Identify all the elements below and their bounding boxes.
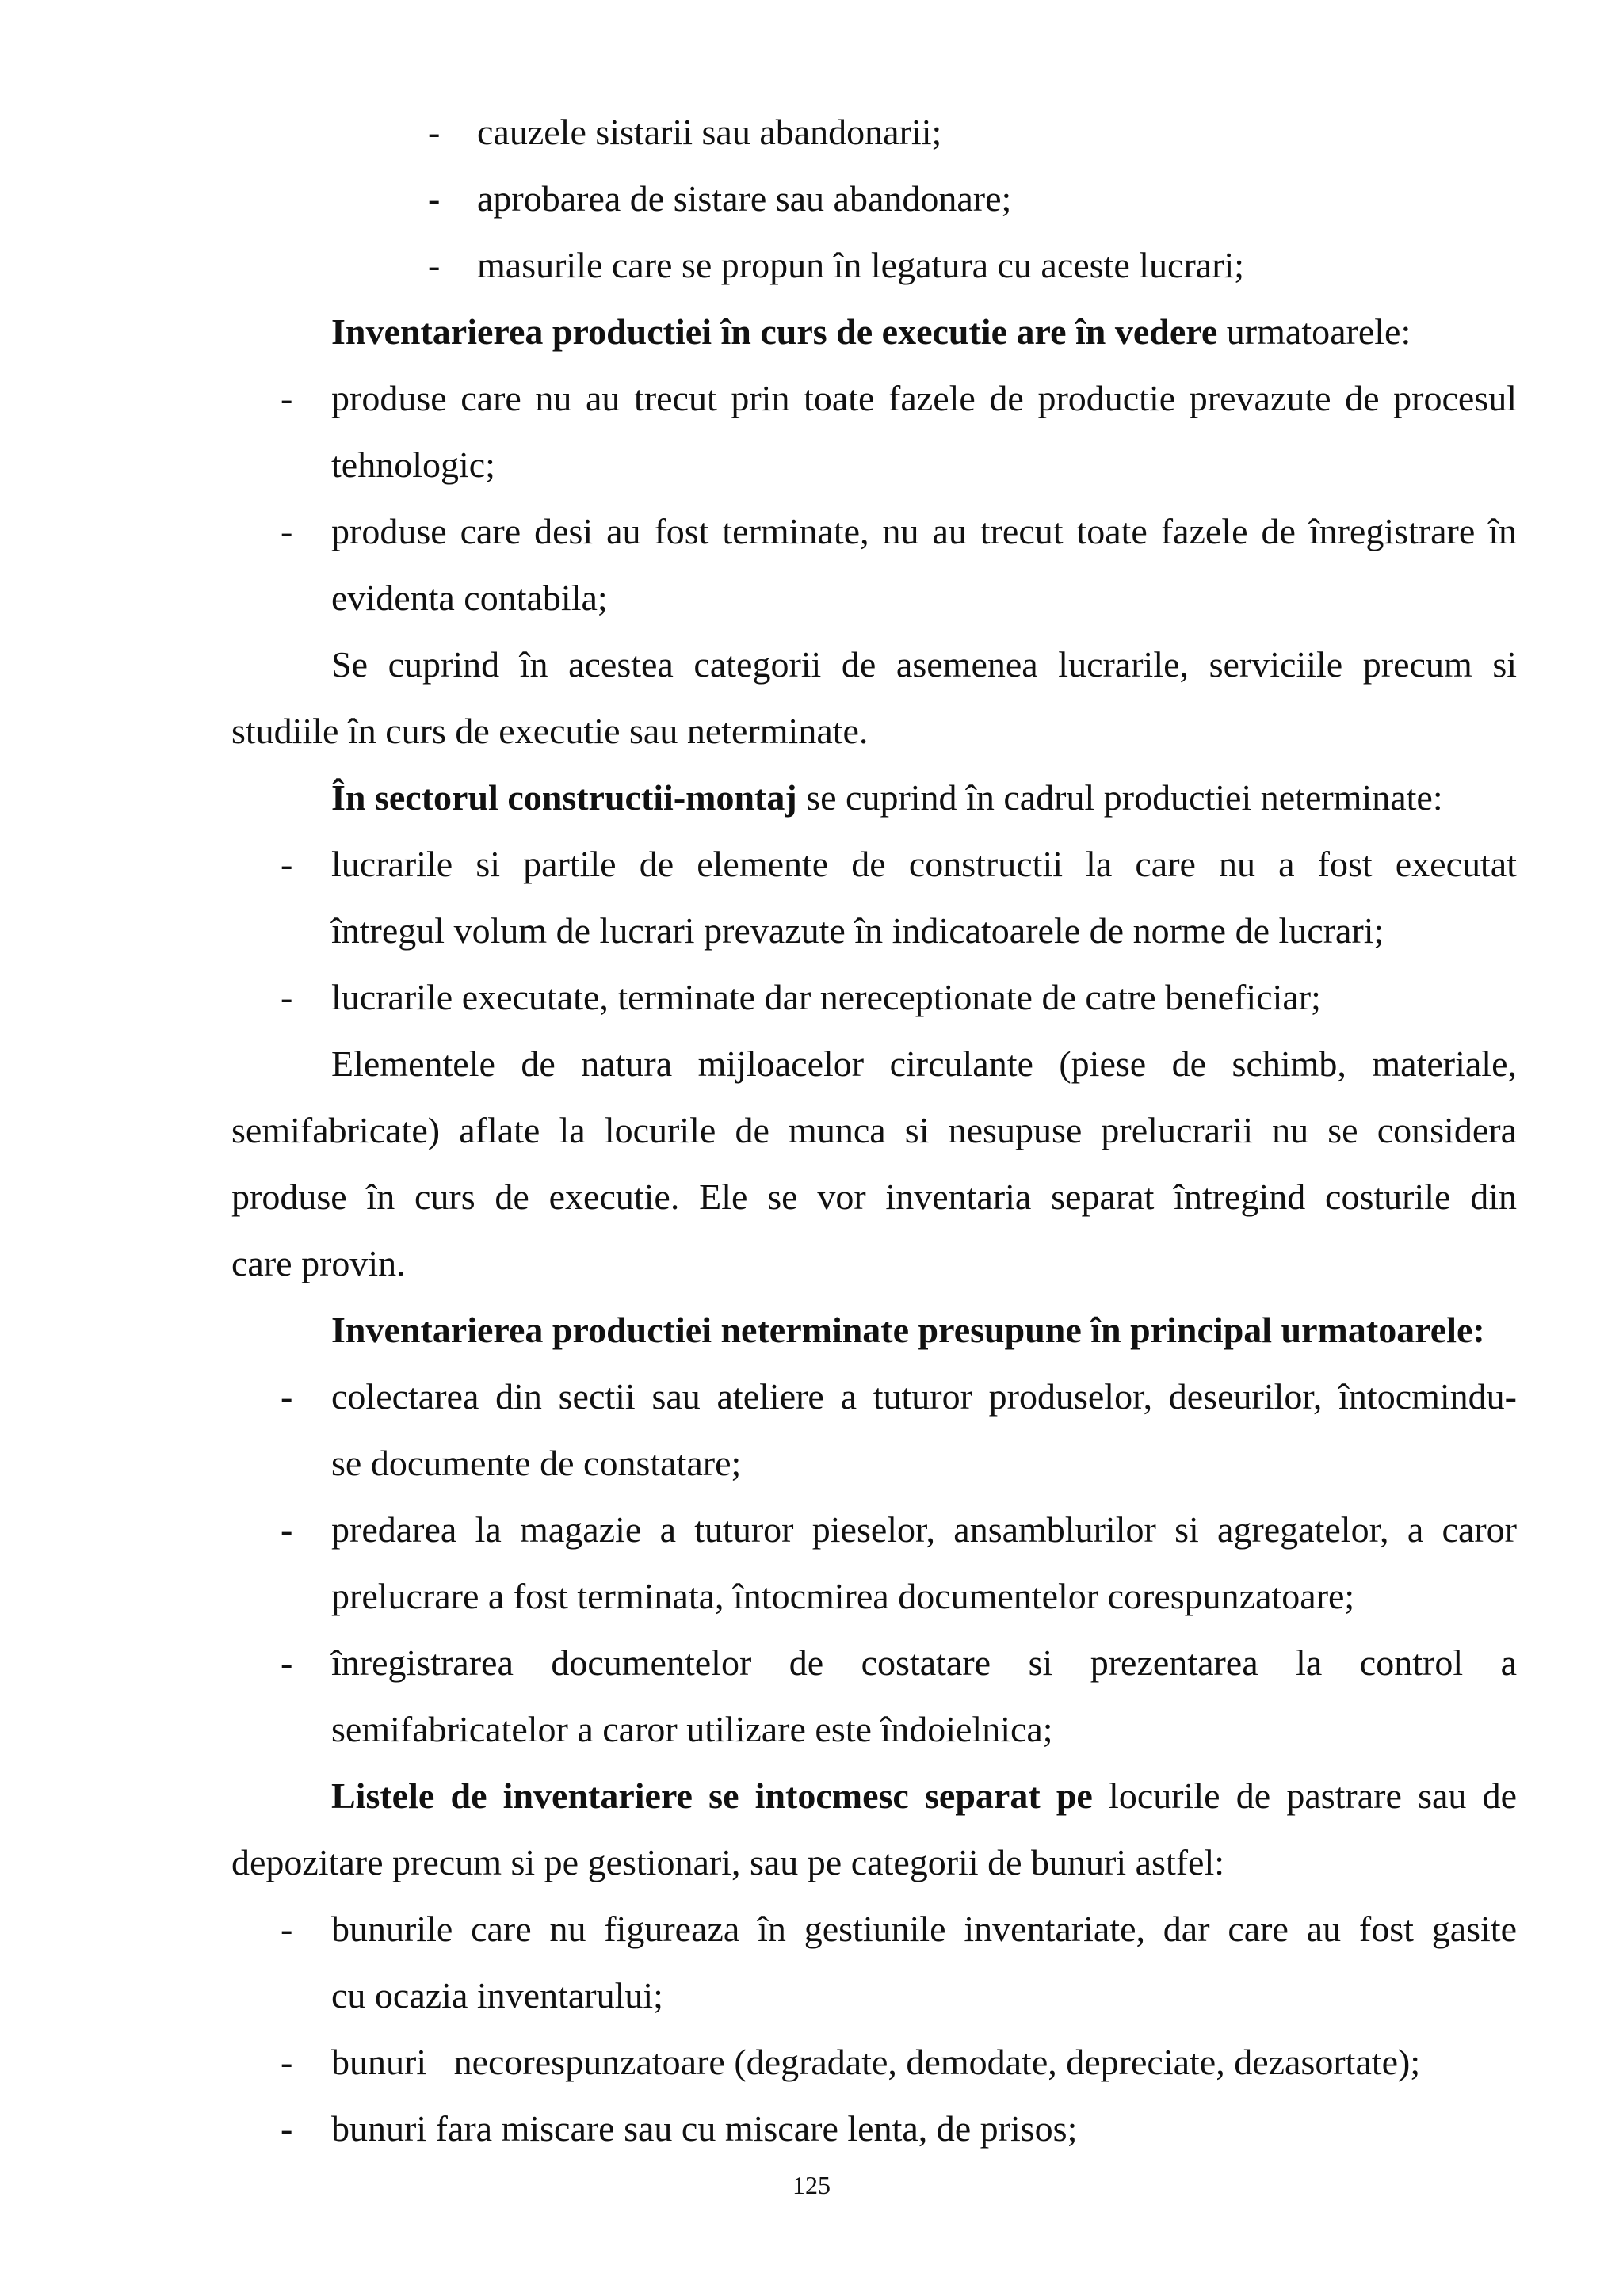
heading-rest: se cuprind în cadrul productiei neterminate: xyxy=(796,777,1443,818)
list-item-text: predarea la magazie a tuturor pieselor, ansamblurilor si agregatelor, a caror xyxy=(331,1509,1517,1550)
list-dash: - xyxy=(281,2108,293,2149)
paragraph-line: Elementele de natura mijloacelor circulante (piese de schimb, materiale, xyxy=(331,1043,1517,1084)
list-dash: - xyxy=(281,844,293,884)
list-item xyxy=(231,841,1517,887)
list-item xyxy=(231,176,1517,222)
list-item-continuation: cu ocazia inventarului; xyxy=(331,1975,663,2016)
paragraph-line: Se cuprind în acestea categorii de asemenea lucrarile, serviciile precum si xyxy=(331,644,1517,685)
heading-rest: urmatoarele: xyxy=(1217,311,1411,352)
list-dash: - xyxy=(281,2042,293,2082)
list-dash: - xyxy=(428,245,441,285)
list-item-continuation: tehnologic; xyxy=(331,444,495,485)
list-item xyxy=(231,1640,1517,1686)
list-item xyxy=(231,2039,1517,2085)
list-item-text: produse care nu au trecut prin toate fazele de productie prevazute de procesul xyxy=(331,378,1517,418)
list-item xyxy=(231,242,1517,288)
list-dash: - xyxy=(281,977,293,1017)
list-item-continuation: se documente de constatare; xyxy=(331,1443,742,1483)
list-item-text: înregistrarea documentelor de costatare si prezentarea la control a xyxy=(331,1642,1517,1683)
list-item-text: bunuri fara miscare sau cu miscare lenta, de prisos; xyxy=(331,2108,1078,2149)
list-item-text: colectarea din sectii sau ateliere a tuturor produselor, deseurilor, întocmindu- xyxy=(331,1376,1517,1417)
list-dash: - xyxy=(428,178,441,219)
heading-bold: În sectorul constructii-montaj xyxy=(331,777,797,818)
list-item-continuation: evidenta contabila; xyxy=(331,578,608,618)
list-item-text: lucrarile executate, terminate dar nereceptionate de catre beneficiar; xyxy=(331,977,1321,1017)
list-item-text: aprobarea de sistare sau abandonare; xyxy=(477,178,1012,219)
section-heading xyxy=(331,309,1517,355)
list-dash: - xyxy=(281,1909,293,1949)
list-item-text: masurile care se propun în legatura cu aceste lucrari; xyxy=(477,245,1245,285)
paragraph-line: produse în curs de executie. Ele se vor inventaria separat întregind costurile din xyxy=(231,1177,1517,1217)
section-heading xyxy=(331,775,1517,821)
list-dash: - xyxy=(428,112,441,152)
list-dash: - xyxy=(281,1376,293,1417)
list-item xyxy=(231,509,1517,555)
list-item xyxy=(231,2106,1517,2152)
heading-bold: Inventarierea productiei în curs de executie are în vedere xyxy=(331,311,1218,352)
list-item xyxy=(231,974,1517,1020)
list-item xyxy=(231,376,1517,421)
list-item-continuation: prelucrare a fost terminata, întocmirea documentelor corespunzatoare; xyxy=(331,1576,1355,1616)
list-item-continuation: semifabricatelor a caror utilizare este îndoielnica; xyxy=(331,1709,1053,1749)
heading-bold: Listele de inventariere se intocmesc separat pe xyxy=(331,1775,1093,1816)
paragraph-line: depozitare precum si pe gestionari, sau pe categorii de bunuri astfel: xyxy=(231,1842,1225,1882)
paragraph-line: semifabricate) aflate la locurile de munca si nesupuse prelucrarii nu se considera xyxy=(231,1110,1517,1150)
list-dash: - xyxy=(281,378,293,418)
list-item-text: bunurile care nu figureaza în gestiunile inventariate, dar care au fost gasite xyxy=(331,1909,1517,1949)
list-item-text: lucrarile si partile de elemente de constructii la care nu a fost executat xyxy=(331,844,1517,884)
list-item-text: produse care desi au fost terminate, nu au trecut toate fazele de înregistrare în xyxy=(331,511,1517,551)
list-item-text: cauzele sistarii sau abandonarii; xyxy=(477,112,942,152)
heading-bold: Inventarierea productiei neterminate presupune în principal urmatoarele: xyxy=(331,1310,1485,1350)
section-heading xyxy=(331,1773,1517,1819)
list-dash: - xyxy=(281,511,293,551)
section-heading xyxy=(331,1307,1517,1353)
list-item xyxy=(231,1507,1517,1553)
list-item xyxy=(231,1906,1517,1952)
list-dash: - xyxy=(281,1642,293,1683)
page-number: 125 xyxy=(792,2171,831,2199)
list-item-continuation: întregul volum de lucrari prevazute în indicatoarele de norme de lucrari; xyxy=(331,910,1384,951)
heading-rest: locurile de pastrare sau de xyxy=(1092,1775,1518,1816)
list-item xyxy=(231,1374,1517,1420)
list-item-text: bunuri necorespunzatoare (degradate, demodate, depreciate, dezasortate); xyxy=(331,2042,1421,2082)
paragraph-line: care provin. xyxy=(231,1243,406,1283)
list-item xyxy=(231,109,1517,155)
list-dash: - xyxy=(281,1509,293,1550)
paragraph-line: studiile în curs de executie sau neterminate. xyxy=(231,711,869,751)
